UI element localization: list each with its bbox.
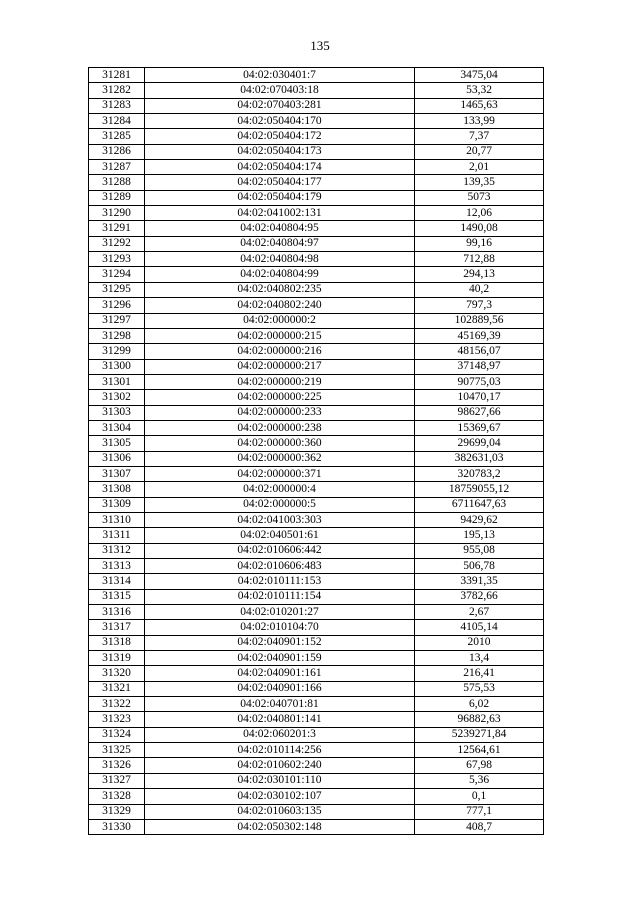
- cadastral-number-cell: 04:02:000000:360: [145, 436, 415, 451]
- value-cell: 2,01: [415, 160, 544, 175]
- cadastral-number-cell: 04:02:040901:166: [145, 681, 415, 696]
- value-cell: 53,32: [415, 83, 544, 98]
- cadastral-number-cell: 04:02:040804:98: [145, 252, 415, 267]
- row-number-cell: 31286: [89, 144, 145, 159]
- value-cell: 7,37: [415, 129, 544, 144]
- row-number-cell: 31330: [89, 819, 145, 834]
- table-row: [89, 681, 544, 696]
- value-cell: 15369,67: [415, 420, 544, 435]
- cadastral-number-cell: 04:02:050404:179: [145, 190, 415, 205]
- table-row: [89, 436, 544, 451]
- cadastral-number-cell: 04:02:000000:233: [145, 405, 415, 420]
- table-row: [89, 589, 544, 604]
- value-cell: 13,4: [415, 651, 544, 666]
- value-cell: 40,2: [415, 282, 544, 297]
- table-row: [89, 773, 544, 788]
- value-cell: 216,41: [415, 666, 544, 681]
- table-row: [89, 804, 544, 819]
- value-cell: 6711647,63: [415, 497, 544, 512]
- cadastral-number-cell: 04:02:040802:235: [145, 282, 415, 297]
- value-cell: 3475,04: [415, 68, 544, 83]
- table-body: [89, 68, 544, 835]
- value-cell: 48156,07: [415, 344, 544, 359]
- value-cell: 3391,35: [415, 574, 544, 589]
- row-number-cell: 31281: [89, 68, 145, 83]
- table-row: [89, 605, 544, 620]
- cadastral-number-cell: 04:02:040901:161: [145, 666, 415, 681]
- table-row: [89, 390, 544, 405]
- row-number-cell: 31322: [89, 697, 145, 712]
- value-cell: 98627,66: [415, 405, 544, 420]
- table-row: [89, 819, 544, 834]
- table-row: [89, 789, 544, 804]
- value-cell: 4105,14: [415, 620, 544, 635]
- table-row: [89, 512, 544, 527]
- row-number-cell: 31284: [89, 114, 145, 129]
- row-number-cell: 31291: [89, 221, 145, 236]
- row-number-cell: 31289: [89, 190, 145, 205]
- row-number-cell: 31327: [89, 773, 145, 788]
- value-cell: 195,13: [415, 528, 544, 543]
- cadastral-number-cell: 04:02:010603:135: [145, 804, 415, 819]
- table-row: [89, 344, 544, 359]
- value-cell: 96882,63: [415, 712, 544, 727]
- table-row: [89, 160, 544, 175]
- cadastral-number-cell: 04:02:050302:148: [145, 819, 415, 834]
- value-cell: 139,35: [415, 175, 544, 190]
- row-number-cell: 31295: [89, 282, 145, 297]
- cadastral-number-cell: 04:02:000000:225: [145, 390, 415, 405]
- value-cell: 133,99: [415, 114, 544, 129]
- value-cell: 955,08: [415, 543, 544, 558]
- row-number-cell: 31323: [89, 712, 145, 727]
- value-cell: 1490,08: [415, 221, 544, 236]
- cadastral-number-cell: 04:02:040701:81: [145, 697, 415, 712]
- cadastral-number-cell: 04:02:000000:215: [145, 328, 415, 343]
- row-number-cell: 31303: [89, 405, 145, 420]
- row-number-cell: 31313: [89, 559, 145, 574]
- row-number-cell: 31310: [89, 512, 145, 527]
- cadastral-number-cell: 04:02:000000:371: [145, 466, 415, 481]
- row-number-cell: 31297: [89, 313, 145, 328]
- value-cell: 18759055,12: [415, 482, 544, 497]
- value-cell: 506,78: [415, 559, 544, 574]
- row-number-cell: 31287: [89, 160, 145, 175]
- table-row: [89, 359, 544, 374]
- row-number-cell: 31292: [89, 236, 145, 251]
- page-number: 135: [310, 38, 330, 53]
- cadastral-number-cell: 04:02:041003:303: [145, 512, 415, 527]
- cadastral-number-cell: 04:02:000000:216: [145, 344, 415, 359]
- row-number-cell: 31317: [89, 620, 145, 635]
- cadastral-number-cell: 04:02:030102:107: [145, 789, 415, 804]
- row-number-cell: 31312: [89, 543, 145, 558]
- cadastral-number-cell: 04:02:010104:70: [145, 620, 415, 635]
- cadastral-number-cell: 04:02:000000:362: [145, 451, 415, 466]
- table-row: [89, 267, 544, 282]
- value-cell: 45169,39: [415, 328, 544, 343]
- row-number-cell: 31307: [89, 466, 145, 481]
- value-cell: 797,3: [415, 298, 544, 313]
- value-cell: 9429,62: [415, 512, 544, 527]
- table-row: [89, 497, 544, 512]
- table-row: [89, 190, 544, 205]
- value-cell: 712,88: [415, 252, 544, 267]
- value-cell: 3782,66: [415, 589, 544, 604]
- row-number-cell: 31306: [89, 451, 145, 466]
- table-row: [89, 129, 544, 144]
- row-number-cell: 31309: [89, 497, 145, 512]
- row-number-cell: 31314: [89, 574, 145, 589]
- row-number-cell: 31324: [89, 727, 145, 742]
- table-row: [89, 236, 544, 251]
- table-row: [89, 282, 544, 297]
- row-number-cell: 31298: [89, 328, 145, 343]
- cadastral-number-cell: 04:02:000000:2: [145, 313, 415, 328]
- table-row: [89, 68, 544, 83]
- data-table: [88, 67, 544, 835]
- row-number-cell: 31302: [89, 390, 145, 405]
- table-row: [89, 175, 544, 190]
- value-cell: 20,77: [415, 144, 544, 159]
- cadastral-number-cell: 04:02:040501:61: [145, 528, 415, 543]
- value-cell: 575,53: [415, 681, 544, 696]
- row-number-cell: 31288: [89, 175, 145, 190]
- cadastral-number-cell: 04:02:040804:99: [145, 267, 415, 282]
- cadastral-number-cell: 04:02:010602:240: [145, 758, 415, 773]
- row-number-cell: 31299: [89, 344, 145, 359]
- cadastral-number-cell: 04:02:000000:4: [145, 482, 415, 497]
- table-row: [89, 559, 544, 574]
- value-cell: 1465,63: [415, 98, 544, 113]
- table-row: [89, 727, 544, 742]
- table-row: [89, 451, 544, 466]
- table-row: [89, 651, 544, 666]
- cadastral-number-cell: 04:02:050404:173: [145, 144, 415, 159]
- value-cell: 777,1: [415, 804, 544, 819]
- cadastral-number-cell: 04:02:010201:27: [145, 605, 415, 620]
- table-row: [89, 712, 544, 727]
- row-number-cell: 31301: [89, 374, 145, 389]
- value-cell: 5,36: [415, 773, 544, 788]
- row-number-cell: 31305: [89, 436, 145, 451]
- cadastral-number-cell: 04:02:000000:238: [145, 420, 415, 435]
- row-number-cell: 31315: [89, 589, 145, 604]
- value-cell: 294,13: [415, 267, 544, 282]
- cadastral-number-cell: 04:02:070403:18: [145, 83, 415, 98]
- row-number-cell: 31296: [89, 298, 145, 313]
- cadastral-number-cell: 04:02:070403:281: [145, 98, 415, 113]
- cadastral-number-cell: 04:02:060201:3: [145, 727, 415, 742]
- cadastral-number-cell: 04:02:050404:177: [145, 175, 415, 190]
- value-cell: 102889,56: [415, 313, 544, 328]
- table-row: [89, 206, 544, 221]
- row-number-cell: 31318: [89, 635, 145, 650]
- row-number-cell: 31308: [89, 482, 145, 497]
- cadastral-number-cell: 04:02:050404:174: [145, 160, 415, 175]
- cadastral-number-cell: 04:02:000000:217: [145, 359, 415, 374]
- table-row: [89, 482, 544, 497]
- value-cell: 90775,03: [415, 374, 544, 389]
- value-cell: 2010: [415, 635, 544, 650]
- value-cell: 408,7: [415, 819, 544, 834]
- cadastral-number-cell: 04:02:040901:152: [145, 635, 415, 650]
- row-number-cell: 31325: [89, 743, 145, 758]
- value-cell: 382631,03: [415, 451, 544, 466]
- table-row: [89, 743, 544, 758]
- value-cell: 99,16: [415, 236, 544, 251]
- table-row: [89, 697, 544, 712]
- value-cell: 6,02: [415, 697, 544, 712]
- table-row: [89, 574, 544, 589]
- cadastral-number-cell: 04:02:030101:110: [145, 773, 415, 788]
- cadastral-number-cell: 04:02:050404:170: [145, 114, 415, 129]
- cadastral-number-cell: 04:02:000000:219: [145, 374, 415, 389]
- table-row: [89, 466, 544, 481]
- table-row: [89, 405, 544, 420]
- cadastral-number-cell: 04:02:010606:442: [145, 543, 415, 558]
- cadastral-number-cell: 04:02:041002:131: [145, 206, 415, 221]
- row-number-cell: 31290: [89, 206, 145, 221]
- cadastral-number-cell: 04:02:040801:141: [145, 712, 415, 727]
- table-row: [89, 252, 544, 267]
- row-number-cell: 31293: [89, 252, 145, 267]
- table-row: [89, 114, 544, 129]
- value-cell: 0,1: [415, 789, 544, 804]
- table-row: [89, 635, 544, 650]
- cadastral-number-cell: 04:02:030401:7: [145, 68, 415, 83]
- cadastral-number-cell: 04:02:010111:153: [145, 574, 415, 589]
- value-cell: 320783,2: [415, 466, 544, 481]
- table-row: [89, 620, 544, 635]
- value-cell: 10470,17: [415, 390, 544, 405]
- value-cell: 12564,61: [415, 743, 544, 758]
- value-cell: 29699,04: [415, 436, 544, 451]
- row-number-cell: 31283: [89, 98, 145, 113]
- cadastral-number-cell: 04:02:010606:483: [145, 559, 415, 574]
- row-number-cell: 31319: [89, 651, 145, 666]
- table-row: [89, 298, 544, 313]
- table-row: [89, 374, 544, 389]
- value-cell: 12,06: [415, 206, 544, 221]
- value-cell: 5239271,84: [415, 727, 544, 742]
- value-cell: 67,98: [415, 758, 544, 773]
- table-row: [89, 221, 544, 236]
- row-number-cell: 31294: [89, 267, 145, 282]
- cadastral-number-cell: 04:02:010114:256: [145, 743, 415, 758]
- cadastral-number-cell: 04:02:040804:95: [145, 221, 415, 236]
- value-cell: 37148,97: [415, 359, 544, 374]
- table-row: [89, 420, 544, 435]
- table-row: [89, 543, 544, 558]
- cadastral-number-cell: 04:02:010111:154: [145, 589, 415, 604]
- cadastral-number-cell: 04:02:040802:240: [145, 298, 415, 313]
- row-number-cell: 31282: [89, 83, 145, 98]
- row-number-cell: 31300: [89, 359, 145, 374]
- cadastral-number-cell: 04:02:000000:5: [145, 497, 415, 512]
- row-number-cell: 31285: [89, 129, 145, 144]
- row-number-cell: 31326: [89, 758, 145, 773]
- table-row: [89, 144, 544, 159]
- table-row: [89, 666, 544, 681]
- table-row: [89, 328, 544, 343]
- table-row: [89, 758, 544, 773]
- table-row: [89, 528, 544, 543]
- row-number-cell: 31311: [89, 528, 145, 543]
- row-number-cell: 31321: [89, 681, 145, 696]
- cadastral-number-cell: 04:02:040901:159: [145, 651, 415, 666]
- value-cell: 5073: [415, 190, 544, 205]
- table-row: [89, 98, 544, 113]
- row-number-cell: 31320: [89, 666, 145, 681]
- cadastral-number-cell: 04:02:050404:172: [145, 129, 415, 144]
- value-cell: 2,67: [415, 605, 544, 620]
- table-row: [89, 83, 544, 98]
- row-number-cell: 31329: [89, 804, 145, 819]
- row-number-cell: 31316: [89, 605, 145, 620]
- row-number-cell: 31328: [89, 789, 145, 804]
- row-number-cell: 31304: [89, 420, 145, 435]
- table-row: [89, 313, 544, 328]
- cadastral-number-cell: 04:02:040804:97: [145, 236, 415, 251]
